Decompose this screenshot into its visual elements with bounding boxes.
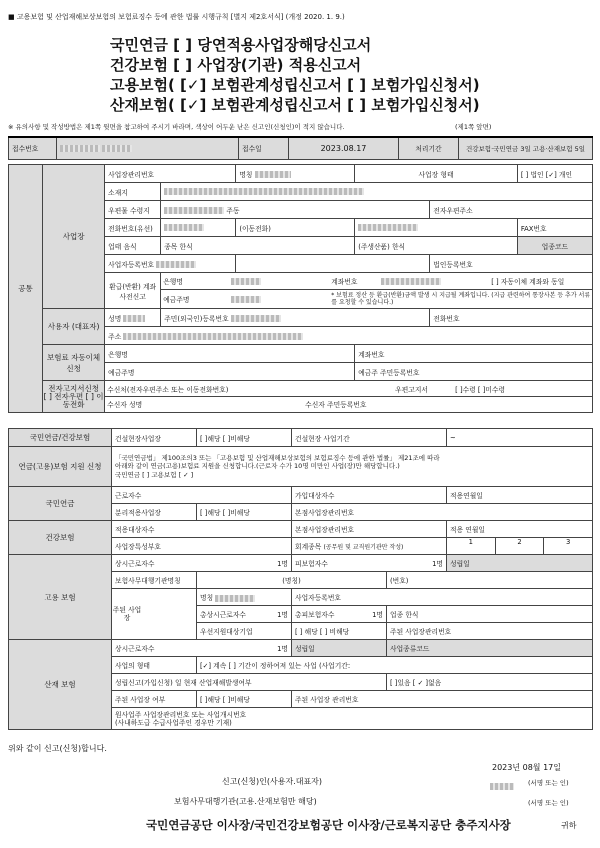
ms-insured-label: 총피보험자수 bbox=[295, 611, 335, 619]
support-text-2: 아래와 같이 연금(고용)보험료 지원을 신청합니다.(근로자 수가 10명 미만인 사업(장)만 해당합니다.) bbox=[115, 462, 400, 471]
site-options[interactable]: [ ]해당 [ ]비해당 bbox=[197, 429, 292, 447]
accounting-opt-1[interactable]: 1 bbox=[447, 538, 496, 554]
accounting-label: 회계종목 bbox=[295, 543, 322, 551]
main-site-label: 주된 사업장 bbox=[112, 606, 142, 622]
ind-main-mgmt: 주된 사업장 관리번호 bbox=[292, 691, 593, 708]
fax-label: FAX번호 bbox=[517, 219, 592, 237]
reporter-label: 신고(신청)인(사용자.대표자) bbox=[222, 777, 323, 786]
ind-code-label: 사업종류코드 bbox=[387, 640, 593, 657]
address-label: 소재지 bbox=[105, 183, 161, 201]
construction-label: 국민연금/건강보험 bbox=[9, 429, 112, 447]
title-employment: 고용보험( [✓] 보험관계성립신고서 [ ] 보험가입신청서) bbox=[110, 76, 480, 94]
pension-main-no: 본점사업장관리번호 bbox=[292, 504, 593, 521]
item-value: 한식 bbox=[179, 242, 193, 251]
site-period-tilde: ~ bbox=[447, 429, 593, 447]
agency-no: (번호) bbox=[387, 572, 593, 589]
agency-sign-label: 보험사무대행기관(고용.산재보험만 해당) bbox=[174, 797, 317, 806]
corp-reg-label: 법인등록번호 bbox=[433, 260, 473, 269]
accounting-opt-2[interactable]: 2 bbox=[496, 538, 545, 554]
emp-regular-value: 1명 bbox=[277, 560, 288, 568]
owner-phone-label: 전화번호 bbox=[430, 309, 593, 327]
owner-rrn-label: 주민(외국인)등록번호 bbox=[164, 314, 229, 323]
branch-label: 분리적용사업장 bbox=[112, 504, 197, 521]
period-label: 처리기간 bbox=[399, 137, 459, 159]
emp-insured-value: 1명 bbox=[432, 560, 443, 568]
period-value: 건강보험·국민연금 3일 고용·산재보험 5일 bbox=[459, 137, 593, 159]
mail-options[interactable]: [ ]수령 [ ]미수령 bbox=[455, 385, 506, 394]
ind-occurred-options[interactable]: [ ]있음 [ ✓ ]없음 bbox=[387, 674, 593, 691]
health-apply-date: 적용 연월일 bbox=[447, 521, 593, 538]
owner-name-label: 성명 bbox=[108, 314, 122, 323]
industrial-label: 산재 보험 bbox=[9, 640, 112, 730]
refund-label: 환급(반환) 계좌 사전신고 bbox=[105, 273, 161, 309]
ind-main-yn-label: 주된 사업장 여부 bbox=[112, 691, 197, 708]
site-label: 건설현장사업장 bbox=[112, 429, 197, 447]
title-pension: 국민연금 [ ] 당연적용사업장해당신고서 bbox=[110, 36, 372, 54]
statement: 위와 같이 신고(신청)합니다. bbox=[8, 744, 107, 753]
emp-regular-label: 상시근로자수 bbox=[115, 560, 155, 568]
employment-label: 고용 보험 bbox=[9, 555, 112, 640]
address-value bbox=[164, 188, 364, 195]
emp-insured-label: 피보험자수 bbox=[295, 560, 328, 568]
type-label: 사업장 형태 bbox=[355, 165, 518, 183]
ind-form-options[interactable]: [✓] 계속 [ ] 기간이 정하여져 있는 사업 (사업기간: bbox=[197, 657, 593, 674]
owner-addr-label: 주소 bbox=[108, 332, 122, 341]
emp-est-date: 성립일 bbox=[447, 555, 593, 572]
recv-name-label: 수신자 성명 bbox=[107, 401, 143, 409]
ind-main-options[interactable]: [ ]해당 [ ]비해당 bbox=[197, 691, 292, 708]
receipt-table bbox=[8, 136, 593, 160]
accounting-note: (공무원 및 교직원기관만 작성) bbox=[323, 544, 404, 551]
ms-workers-value: 1명 bbox=[277, 611, 288, 619]
receipt-date-label: 접수일 bbox=[239, 137, 289, 159]
ms-reg-label: 사업자등록번호 bbox=[295, 594, 341, 602]
ms-industry-label: 업종 bbox=[390, 611, 404, 619]
health-main-no: 본점사업장관리번호 bbox=[292, 521, 447, 538]
pension-apply-date: 적용연월일 bbox=[447, 487, 593, 504]
ind-regular-label: 상시근로자수 bbox=[115, 645, 155, 653]
item-label: 종목 bbox=[164, 242, 178, 251]
type-value[interactable]: [ ] 법인 [✓] 개인 bbox=[517, 165, 592, 183]
title-industrial: 산재보험( [✓] 보험관계성립신고서 [ ] 보험가입신청서) bbox=[110, 96, 480, 114]
accounting-opt-3[interactable]: 3 bbox=[566, 538, 571, 546]
ind-est-date: 성립일 bbox=[292, 640, 387, 657]
refund-note: * 보험료 정산 등 환급(반환)금액 발생 시 지급될 계좌입니다. (지급 관련하여 통장사본 등 추가 서류를 요청할 수 있습니다.) bbox=[331, 292, 591, 306]
owner-label: 사용자 (대표자) bbox=[43, 309, 105, 345]
mobile-label: (이동전화) bbox=[236, 219, 355, 237]
targets-label: 적용대상자수 bbox=[112, 521, 292, 538]
depositor-rrn-label: 예금주 주민등록번호 bbox=[355, 363, 593, 381]
agency-name: (명칭) bbox=[197, 572, 387, 589]
e-recv-label: 수신처(전자우편주소 또는 이동전화번호) bbox=[107, 385, 229, 394]
contractor-label: 원사업주 사업장관리번호 또는 사업개시번호 bbox=[115, 710, 247, 719]
guide-note: ※ 유의사항 및 작성방법은 제1쪽 뒷면을 참고하여 주시기 바라며, 색상이 어두운 난은 신고인(신청인)이 적지 않습니다. bbox=[8, 123, 345, 131]
receipt-date: 2023.08.17 bbox=[289, 137, 399, 159]
suffix: 귀하 bbox=[561, 821, 577, 830]
ms-insured-value: 1명 bbox=[372, 611, 383, 619]
receipt-no-value bbox=[60, 145, 100, 152]
sign-2: (서명 또는 인) bbox=[528, 799, 569, 807]
ms-workers-label: 총상시근로자수 bbox=[200, 611, 246, 619]
agency-label: 보험사무대행기관명칭 bbox=[112, 572, 197, 589]
premium-label: 보험료 자동이체신청 bbox=[43, 345, 105, 381]
priority-label: 우선지원대상기업 bbox=[197, 623, 292, 640]
special-label: 사업장특성부호 bbox=[112, 538, 292, 555]
depositor2-label: 예금주명 bbox=[105, 363, 355, 381]
ind-occurred-label: 성립신고(가입신청) 일 현재 산업재해발생여부 bbox=[112, 674, 387, 691]
common-table bbox=[8, 164, 593, 413]
bank2-label: 은행명 bbox=[105, 345, 355, 363]
form-header: ■ 고용보험 및 산업재해보상보험의 보험료징수 등에 관한 법률 시행규칙 [별지 제2호서식] (개정 2020. 1. 9.) bbox=[8, 13, 345, 21]
postal-label: 우편물 수령지 bbox=[105, 201, 161, 219]
mgmt-no-label: 사업장관리번호 bbox=[105, 165, 236, 183]
site-period-label: 건설현장 사업기간 bbox=[292, 429, 447, 447]
priority-options[interactable]: [ ] 해당 [ ] 비해당 bbox=[292, 623, 387, 640]
auto-debit-option[interactable]: [ ] 자동이체 계좌와 동일 bbox=[491, 278, 565, 286]
emp-main-mgmt: 주된 사업장관리번호 bbox=[387, 623, 593, 640]
lower-table bbox=[8, 428, 593, 730]
branch-options[interactable]: [ ]해당 [ ]비해당 bbox=[197, 504, 292, 521]
e-notice-label: 전자고지서신청 bbox=[48, 383, 99, 393]
postal-value: 주동 bbox=[226, 206, 240, 215]
recipients: 국민연금공단 이사장/국민건강보험공단 이사장/근로복지공단 충주지사장 bbox=[146, 818, 511, 832]
product-label: (주생산품) bbox=[358, 242, 390, 251]
sign-date: 2023년 08월 17일 bbox=[492, 763, 561, 772]
support-label: 연금(고용)보험 지원 신청 bbox=[9, 447, 112, 487]
health-label: 건강보험 bbox=[9, 521, 112, 555]
receipt-no-label: 접수번호 bbox=[9, 137, 57, 159]
pension-label: 국민연금 bbox=[9, 487, 112, 521]
ms-name-label: 명칭 bbox=[200, 594, 214, 602]
support-options[interactable]: 국민연금 [ ] 고용보험 [ ✓ ] bbox=[115, 470, 194, 479]
business-label: 업태 bbox=[108, 242, 122, 251]
biz-reg-label: 사업자등록번호 bbox=[108, 260, 155, 269]
phone-label: 전화번호(유선) bbox=[105, 219, 161, 237]
contractor-note: (사내하도급 수급사업주인 경우만 기재) bbox=[115, 718, 232, 727]
sign-1: (서명 또는 인) bbox=[528, 779, 569, 787]
recv-rrn-label: 수신자 주민등록번호 bbox=[305, 401, 367, 409]
subscribers-label: 가입대상자수 bbox=[292, 487, 447, 504]
email-label: 전자우편주소 bbox=[430, 201, 593, 219]
account-label: 계좌번호 bbox=[331, 278, 358, 286]
ind-form-label: 사업의 형태 bbox=[112, 657, 197, 674]
business-value: 음식 bbox=[123, 242, 137, 251]
mail-notice-label: 우편고지서 bbox=[395, 385, 428, 394]
workplace-label: 사업장 bbox=[43, 165, 105, 309]
name-label: 명칭 bbox=[236, 165, 355, 183]
title-health: 건강보험 [ ] 사업장(기관) 적용신고서 bbox=[110, 56, 362, 74]
industry-code-label: 업종코드 bbox=[517, 237, 592, 255]
product-value: 한식 bbox=[391, 242, 406, 251]
section-common: 공통 bbox=[9, 165, 43, 413]
ind-regular-value: 1명 bbox=[277, 645, 288, 653]
bank-label: 은행명 bbox=[163, 278, 183, 286]
ms-industry-value: 한식 bbox=[405, 611, 419, 619]
depositor-label: 예금주명 bbox=[163, 296, 190, 304]
support-text-1: 「국민연금법」 제100조의3 또는 「고용보험 및 산업재해보상보험의 보험료징수 등에 관한 법률」 제21조에 따라 bbox=[115, 453, 440, 462]
page-note: (제1쪽 앞면) bbox=[455, 123, 492, 131]
account2-label: 계좌번호 bbox=[355, 345, 593, 363]
e-notice-options[interactable]: [ ] 전자우편 [ ] 이동전화 bbox=[43, 391, 104, 409]
workers-label: 근로자수 bbox=[112, 487, 292, 504]
